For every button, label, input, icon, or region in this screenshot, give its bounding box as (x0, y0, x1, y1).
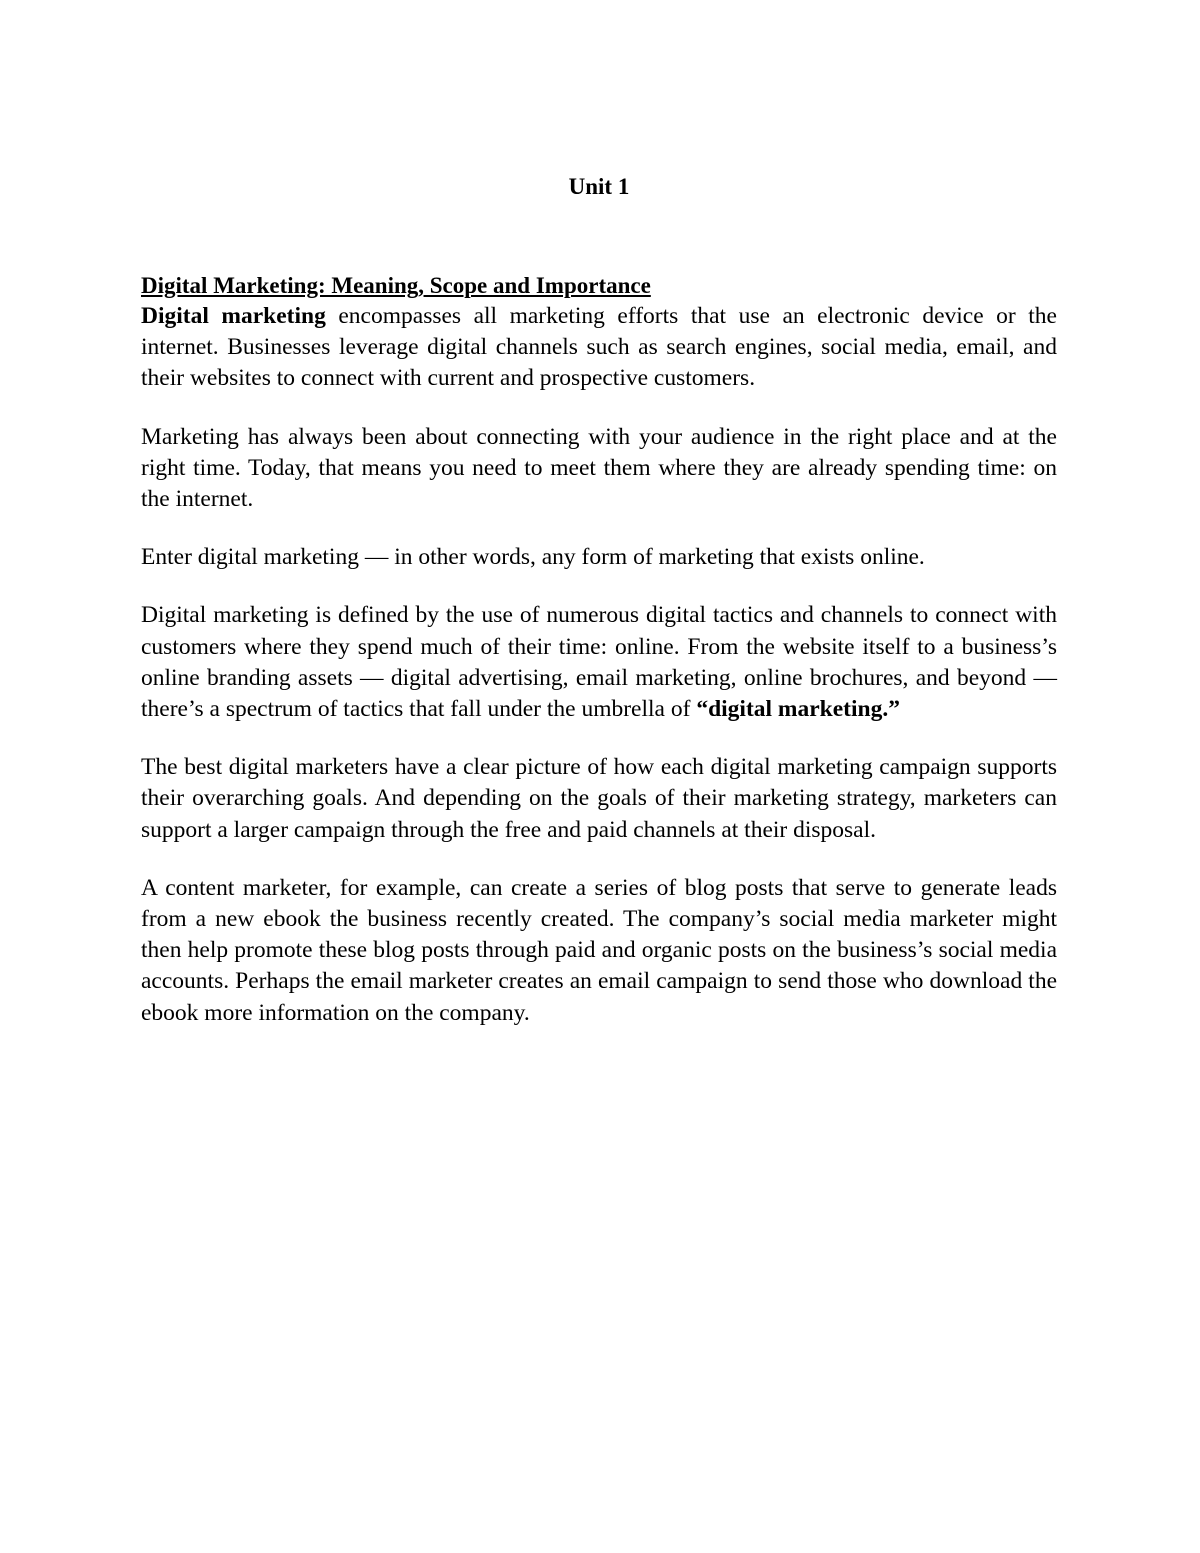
unit-title: Unit 1 (568, 174, 630, 199)
paragraph-2: Marketing has always been about connecting with your audience in the right place and at the right time. Today, that means you need to meet them where they are already spending time: on the internet. (141, 423, 1057, 513)
paragraph-1 (141, 301, 1057, 395)
paragraph-5: The best digital marketers have a clear picture of how each digital marketing campaign supports their overarching goals. And depending on the goals of their marketing strategy, marketers can support a larger campaign through the free and paid channels at their disposal. (141, 754, 1057, 843)
paragraph-4 (141, 600, 1057, 725)
paragraph-1-bold-lead: Digital marketing (141, 303, 326, 329)
paragraph-4-text: Digital marketing is defined by the use of numerous digital tactics and channels to connect with customers where they spend much of their time: online. From the website itself to a business’s online branding assets — digital advertising, email marketing, online brochures, and beyond — there’s a spectrum of tactics that fall under the umbrella of (141, 602, 1057, 723)
section-heading: Digital Marketing: Meaning, Scope and Importance (141, 273, 651, 298)
paragraph-4-bold-tail: “digital marketing.” (696, 696, 900, 723)
paragraph-3: Enter digital marketing — in other words, any form of marketing that exists online. (141, 544, 925, 571)
document-page (141, 170, 1057, 1029)
paragraph-6: A content marketer, for example, can create a series of blog posts that serve to generate leads from a new ebook the business recently created. The company’s social media marketer might then help promote these blog posts through paid and organic posts on the business’s social media accounts. Perhaps the email marketer creates an email campaign to send those who download the ebook more information on the company. (141, 874, 1057, 1026)
paragraph-1-text: encompasses all marketing efforts that use an electronic device or the internet. Businesses leverage digital channels such as search engines, social media, email, and their websites to connect with current and prospective customers. (141, 303, 1057, 392)
